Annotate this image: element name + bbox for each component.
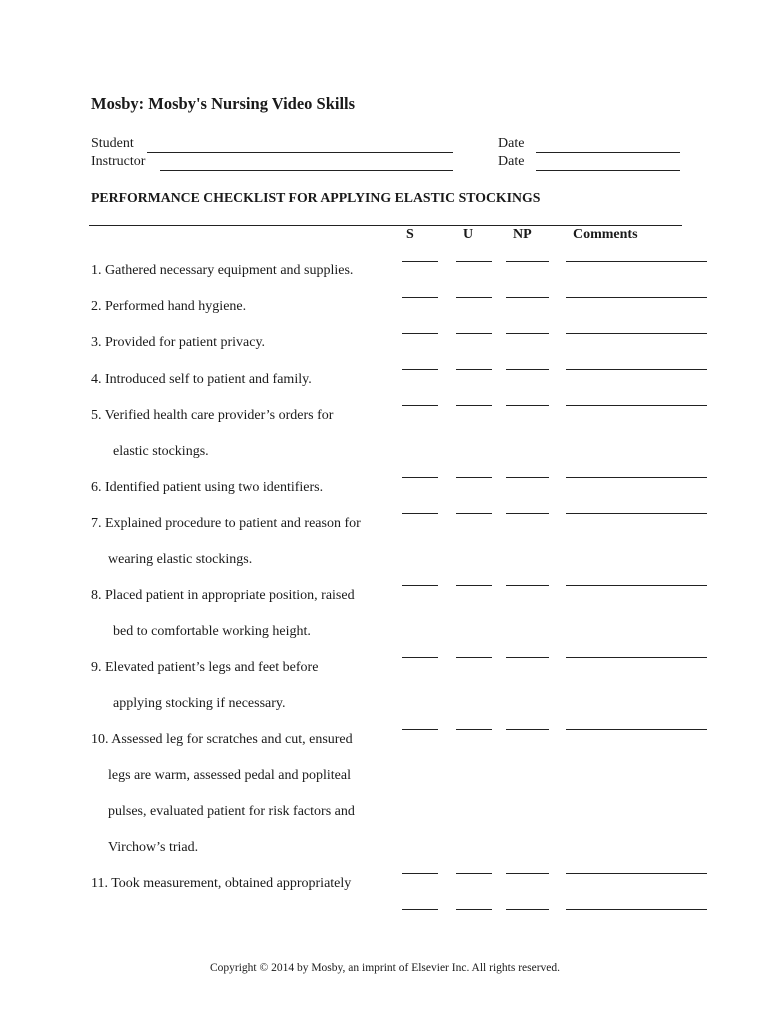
date-field-student[interactable] (536, 152, 680, 153)
student-field[interactable] (147, 152, 453, 153)
blank-comments[interactable] (566, 297, 707, 298)
column-header-s: S (406, 227, 414, 242)
blank-s[interactable] (402, 369, 438, 370)
blank-comments[interactable] (566, 873, 707, 874)
instructor-label: Instructor (91, 154, 146, 169)
checklist-line: 6. Identified patient using two identifiers. (91, 480, 324, 495)
copyright-footer: Copyright © 2014 by Mosby, an imprint of Elsevier Inc. All rights reserved. (209, 962, 561, 974)
checklist-line: pulses, evaluated patient for risk factors and (108, 804, 355, 819)
blank-comments[interactable] (566, 369, 707, 370)
checklist-line: 7. Explained procedure to patient and reason for (91, 516, 361, 531)
blank-np[interactable] (506, 585, 549, 586)
checklist-line: bed to comfortable working height. (113, 624, 311, 639)
checklist-line: applying stocking if necessary. (113, 696, 286, 711)
blank-np[interactable] (506, 729, 549, 730)
date-label-instructor: Date (498, 154, 525, 169)
blank-s[interactable] (402, 513, 438, 514)
blank-comments[interactable] (566, 585, 707, 586)
checklist-line: 1. Gathered necessary equipment and supplies. (91, 263, 354, 278)
column-header-u: U (463, 227, 474, 242)
column-header-np: NP (513, 227, 532, 242)
blank-s[interactable] (402, 729, 438, 730)
blank-u[interactable] (456, 513, 492, 514)
blank-comments[interactable] (566, 729, 707, 730)
blank-u[interactable] (456, 729, 492, 730)
blank-comments[interactable] (566, 333, 707, 334)
instructor-field[interactable] (160, 170, 453, 171)
blank-u[interactable] (456, 333, 492, 334)
checklist-line: legs are warm, assessed pedal and popliteal (108, 768, 351, 783)
blank-u[interactable] (456, 405, 492, 406)
blank-np[interactable] (506, 297, 549, 298)
checklist-line: 10. Assessed leg for scratches and cut, ensured (91, 732, 353, 747)
checklist-line: elastic stockings. (113, 444, 209, 459)
checklist-line: 9. Elevated patient’s legs and feet before (91, 660, 319, 675)
blank-comments[interactable] (566, 261, 707, 262)
blank-u[interactable] (456, 909, 492, 910)
blank-s[interactable] (402, 405, 438, 406)
blank-u[interactable] (456, 873, 492, 874)
blank-s[interactable] (402, 585, 438, 586)
blank-np[interactable] (506, 261, 549, 262)
checklist-line: 2. Performed hand hygiene. (91, 299, 247, 314)
blank-s[interactable] (402, 261, 438, 262)
blank-np[interactable] (506, 333, 549, 334)
checklist-line: 3. Provided for patient privacy. (91, 335, 266, 350)
checklist-line: 8. Placed patient in appropriate position, raised (91, 588, 355, 603)
blank-s[interactable] (402, 333, 438, 334)
blank-u[interactable] (456, 261, 492, 262)
blank-s[interactable] (402, 873, 438, 874)
blank-s[interactable] (402, 657, 438, 658)
blank-comments[interactable] (566, 657, 707, 658)
heading-divider (89, 225, 682, 226)
checklist-line: 5. Verified health care provider’s orders for (91, 408, 334, 423)
blank-comments[interactable] (566, 405, 707, 406)
blank-u[interactable] (456, 585, 492, 586)
blank-np[interactable] (506, 477, 549, 478)
blank-np[interactable] (506, 513, 549, 514)
checklist-line: wearing elastic stockings. (108, 552, 253, 567)
blank-comments[interactable] (566, 909, 707, 910)
checklist-line: 4. Introduced self to patient and family. (91, 372, 312, 387)
student-label: Student (91, 136, 134, 151)
document-title: Mosby: Mosby's Nursing Video Skills (91, 94, 356, 113)
blank-s[interactable] (402, 297, 438, 298)
blank-u[interactable] (456, 477, 492, 478)
checklist-heading: PERFORMANCE CHECKLIST FOR APPLYING ELASTIC STOCKINGS (91, 190, 541, 205)
blank-comments[interactable] (566, 477, 707, 478)
checklist-line: 11. Took measurement, obtained appropriately (91, 876, 352, 891)
blank-np[interactable] (506, 657, 549, 658)
blank-u[interactable] (456, 369, 492, 370)
date-label-student: Date (498, 136, 525, 151)
date-field-instructor[interactable] (536, 170, 680, 171)
blank-s[interactable] (402, 477, 438, 478)
blank-u[interactable] (456, 297, 492, 298)
column-header-comments: Comments (573, 227, 638, 242)
blank-np[interactable] (506, 405, 549, 406)
blank-u[interactable] (456, 657, 492, 658)
blank-comments[interactable] (566, 513, 707, 514)
checklist-line: Virchow’s triad. (108, 840, 199, 855)
blank-np[interactable] (506, 909, 549, 910)
blank-np[interactable] (506, 369, 549, 370)
blank-np[interactable] (506, 873, 549, 874)
blank-s[interactable] (402, 909, 438, 910)
